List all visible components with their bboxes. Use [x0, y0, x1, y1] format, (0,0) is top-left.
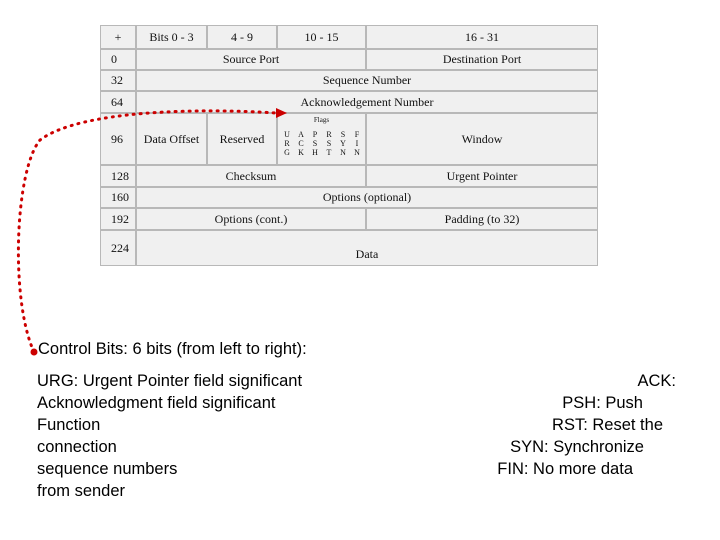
offset-0: 0	[100, 49, 136, 70]
legend-line: sequence numbers	[37, 460, 178, 478]
flag-letter: S	[312, 139, 318, 148]
header-plus: +	[100, 25, 136, 49]
reserved: Reserved	[207, 113, 277, 165]
offset-32: 32	[100, 70, 136, 91]
arrow-path	[18, 111, 276, 352]
flag-letter: U	[284, 130, 290, 139]
flag-letter: R	[284, 139, 290, 148]
flag-letter: T	[326, 148, 332, 157]
legend-line: SYN: Synchronize	[510, 438, 644, 456]
flag-letter: S	[340, 130, 346, 139]
checksum: Checksum	[136, 165, 366, 187]
legend-line: RST: Reset the	[552, 416, 663, 434]
padding: Padding (to 32)	[366, 208, 598, 230]
offset-96: 96	[100, 113, 136, 165]
acknowledgement-number: Acknowledgement Number	[136, 91, 598, 113]
flag-letter: N	[354, 148, 360, 157]
legend-line: connection	[37, 438, 117, 456]
header-bits-16-31: 16 - 31	[366, 25, 598, 49]
arrow-head	[276, 108, 287, 118]
flag-letter: Y	[340, 139, 346, 148]
flag-letter: R	[326, 130, 332, 139]
flag-letter: K	[298, 148, 304, 157]
legend-line: FIN: No more data	[497, 460, 633, 478]
legend-line: ACK:	[637, 372, 676, 390]
flag-letter: G	[284, 148, 290, 157]
data-offset: Data Offset	[136, 113, 207, 165]
flag-letter: A	[298, 130, 304, 139]
destination-port: Destination Port	[366, 49, 598, 70]
header-bits-0-3: Bits 0 - 3	[136, 25, 207, 49]
flag-letter: I	[355, 139, 359, 148]
offset-224: 224	[100, 230, 136, 266]
offset-128: 128	[100, 165, 136, 187]
flag-letter: F	[354, 130, 360, 139]
arrow-start-dot	[31, 349, 38, 356]
flags-title: Flags	[313, 116, 330, 124]
sequence-number: Sequence Number	[136, 70, 598, 91]
legend-line: Acknowledgment field significant	[37, 394, 276, 412]
header-bits-10-15: 10 - 15	[277, 25, 366, 49]
options-cont: Options (cont.)	[136, 208, 366, 230]
flag-letter: P	[312, 130, 318, 139]
legend-line: from sender	[37, 482, 126, 500]
flag-letter: C	[298, 139, 304, 148]
legend-right-column	[497, 370, 676, 480]
header-bits-4-9: 4 - 9	[207, 25, 277, 49]
flag-letter: N	[340, 148, 346, 157]
source-port: Source Port	[136, 49, 366, 70]
window: Window	[366, 113, 598, 165]
flag-letter: H	[312, 148, 318, 157]
urgent-pointer: Urgent Pointer	[366, 165, 598, 187]
legend-left-column	[37, 370, 302, 502]
options-optional: Options (optional)	[136, 187, 598, 208]
offset-160: 160	[100, 187, 136, 208]
legend-heading: Control Bits: 6 bits (from left to right):	[38, 340, 307, 358]
legend-line: PSH: Push	[562, 394, 643, 412]
legend-line: URG: Urgent Pointer field significant	[37, 372, 303, 390]
data: Data	[136, 230, 598, 266]
legend-line: Function	[37, 416, 101, 434]
flag-letter: S	[326, 139, 332, 148]
offset-192: 192	[100, 208, 136, 230]
offset-64: 64	[100, 91, 136, 113]
